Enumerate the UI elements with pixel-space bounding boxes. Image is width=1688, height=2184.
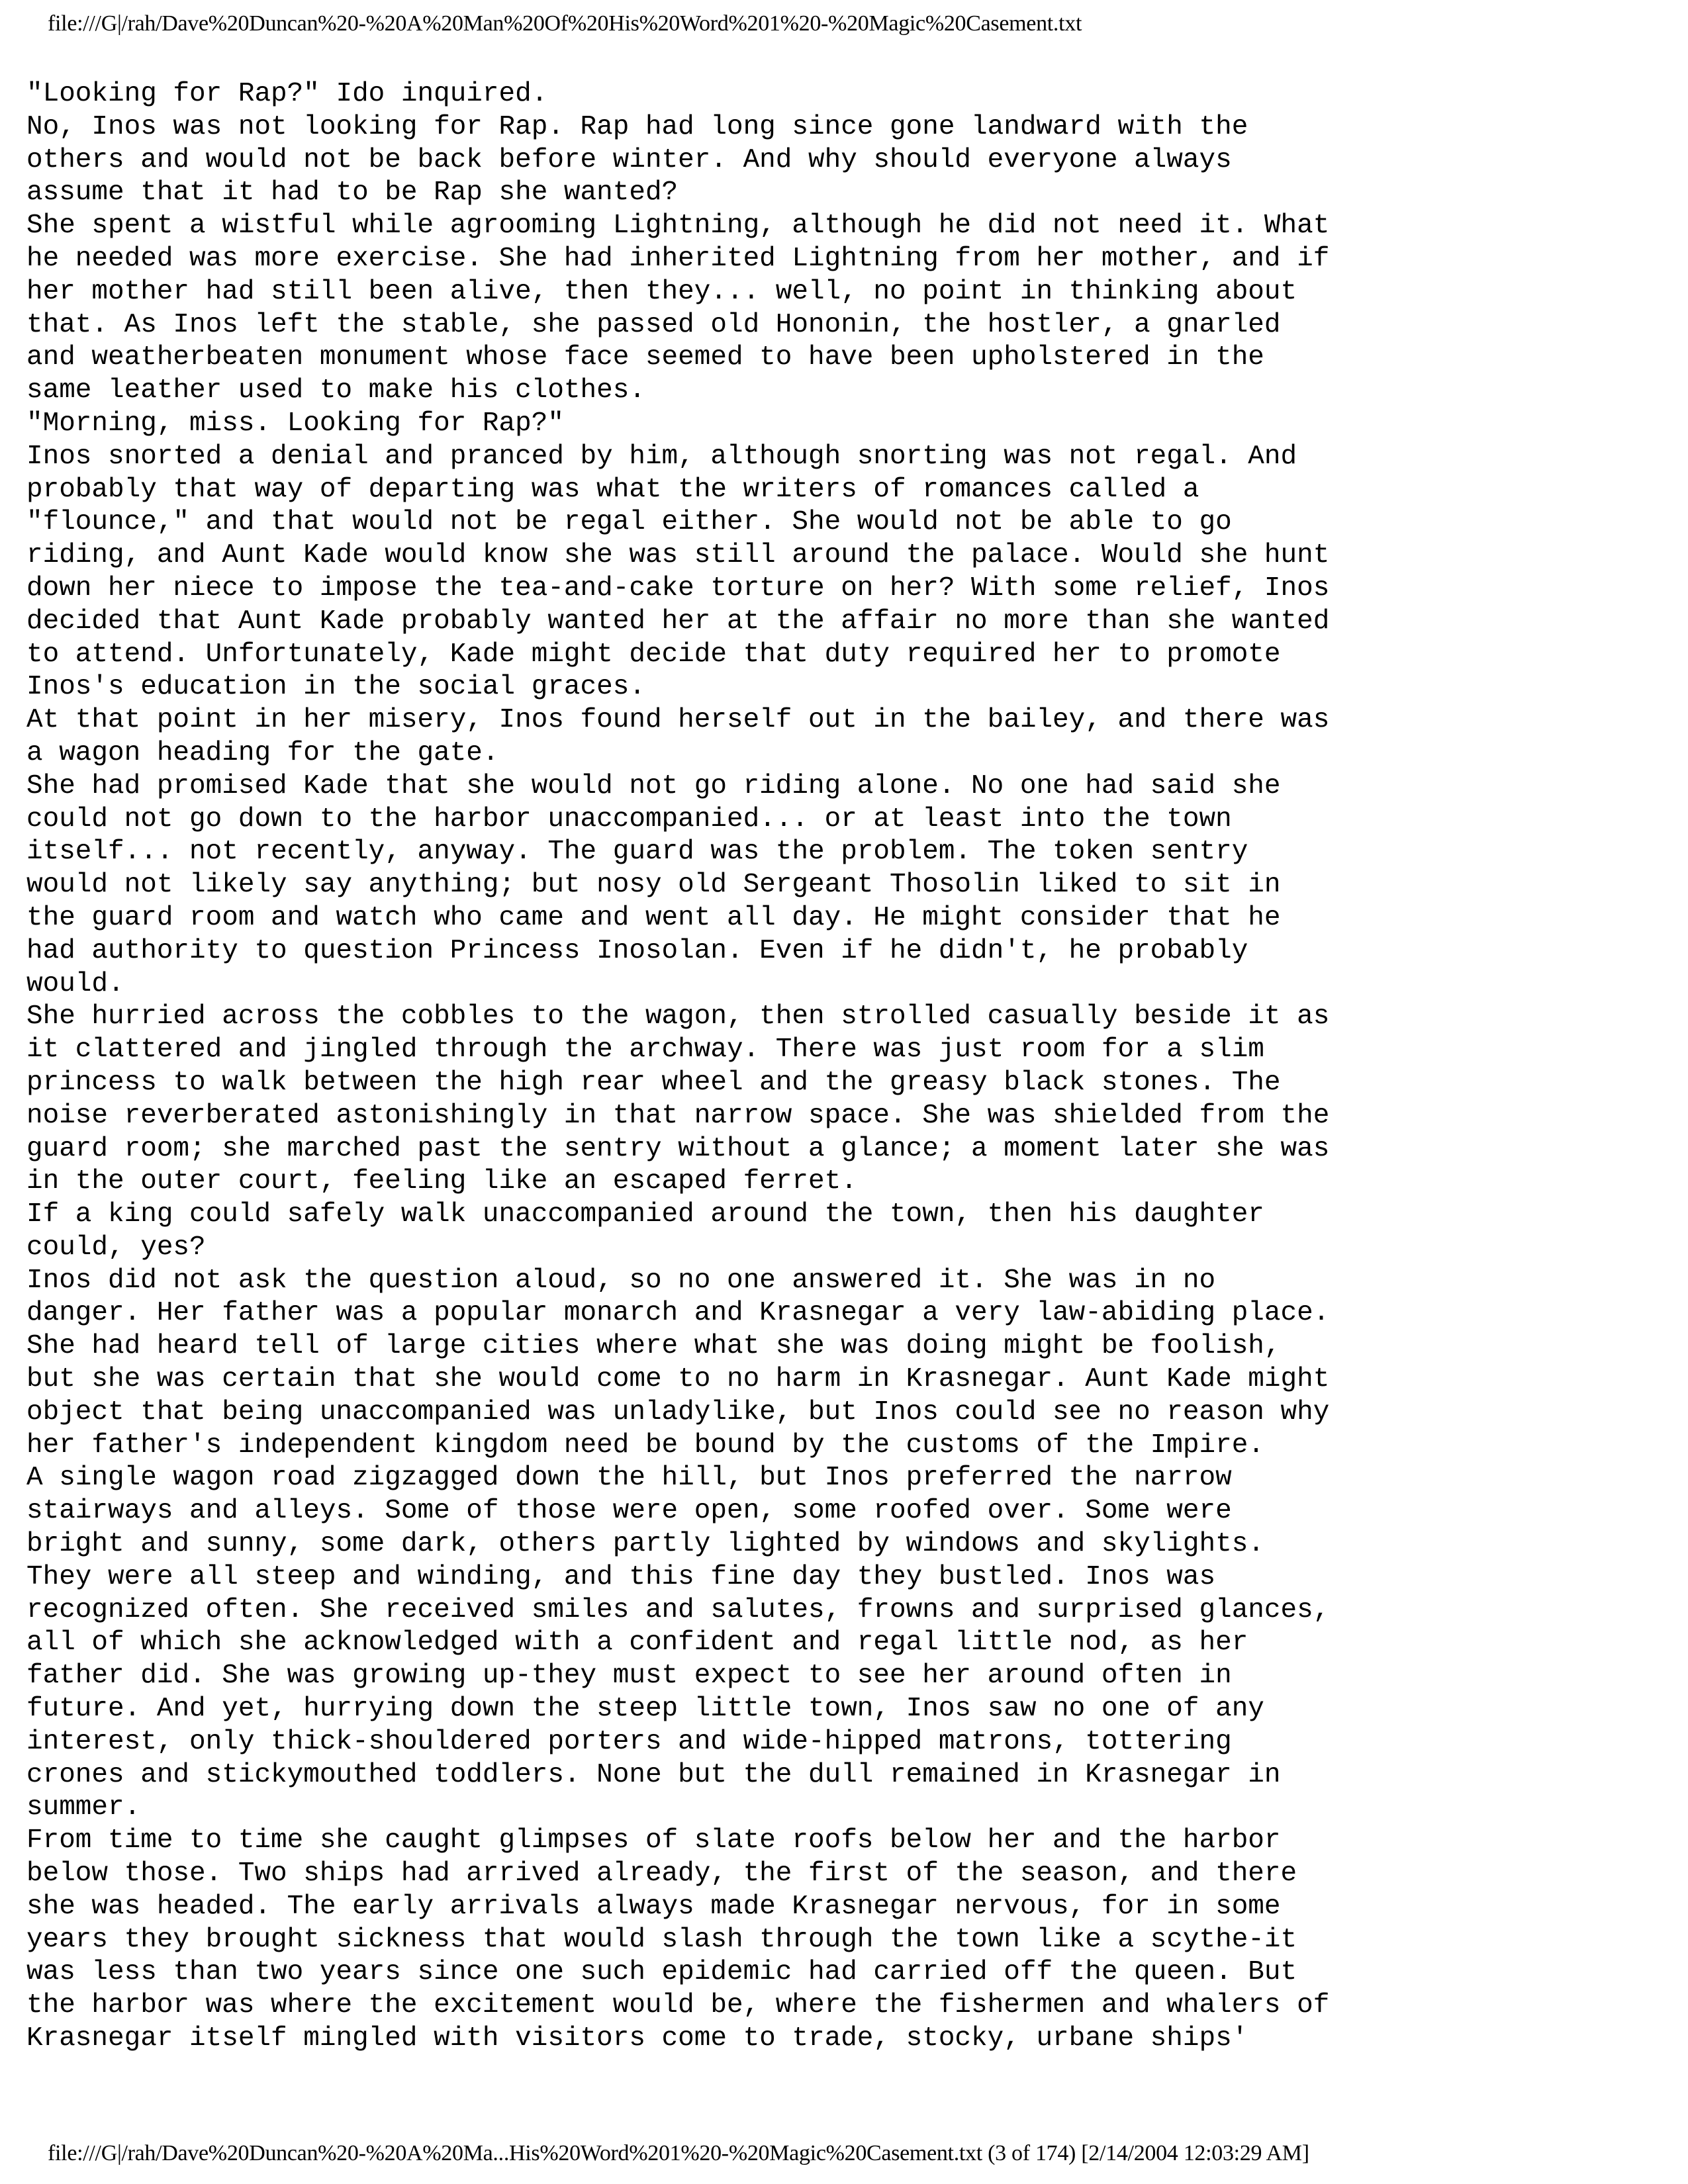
text-line: years they brought sickness that would slash through the town like a scythe-it (26, 1924, 1297, 1955)
text-line: noise reverberated astonishingly in that narrow space. She was shielded from the (26, 1100, 1330, 1131)
text-line: Inos snorted a denial and pranced by him, although snorting was not regal. And (26, 441, 1297, 472)
text-line: could not go down to the harbor unaccompanied... or at least into the town (26, 803, 1232, 835)
text-line: a wagon heading for the gate. (26, 737, 499, 768)
text-line: her father's independent kingdom need be bound by the customs of the Impire. (26, 1430, 1264, 1461)
text-line: father did. She was growing up-they must expect to see her around often in (26, 1661, 1232, 1692)
text-line: and weatherbeaten monument whose face seemed to have been upholstered in the (26, 342, 1264, 373)
text-line: riding, and Aunt Kade would know she was still around the palace. Would she hunt (26, 540, 1330, 571)
text-line: stairways and alleys. Some of those were open, some roofed over. Some were (26, 1496, 1232, 1527)
text-line: If a king could safely walk unaccompanied around the town, then his daughter (26, 1199, 1264, 1230)
text-line: "flounce," and that would not be regal either. She would not be able to go (26, 507, 1232, 538)
text-line: Krasnegar itself mingled with visitors come to trade, stocky, urbane ships' (26, 2023, 1248, 2054)
text-line: down her niece to impose the tea-and-cake torture on her? With some relief, Inos (26, 572, 1330, 604)
footer-timestamp: [2/14/2004 12:03:29 AM] (1081, 2141, 1309, 2165)
text-line: Inos did not ask the question aloud, so no one answered it. She was in no (26, 1265, 1216, 1296)
text-line: "Morning, miss. Looking for Rap?" (26, 408, 564, 439)
text-line: it clattered and jingled through the archway. There was just room for a slim (26, 1034, 1264, 1066)
text-line: could, yes? (26, 1232, 206, 1263)
text-line: assume that it had to be Rap she wanted? (26, 177, 679, 208)
text-line: They were all steep and winding, and this fine day they bustled. Inos was (26, 1561, 1216, 1592)
text-line: all of which she acknowledged with a confident and regal little nod, as her (26, 1627, 1248, 1659)
text-line: danger. Her father was a popular monarch and Krasnegar a very law-abiding place. (26, 1298, 1330, 1329)
text-line: the guard room and watch who came and went all day. He might consider that he (26, 902, 1281, 933)
text-line: she was headed. The early arrivals always made Krasnegar nervous, for in some (26, 1891, 1281, 1922)
text-line: No, Inos was not looking for Rap. Rap had long since gone landward with the (26, 111, 1248, 142)
document-text (26, 78, 1668, 2056)
text-line: that. As Inos left the stable, she passed old Hononin, the hostler, a gnarled (26, 309, 1281, 340)
text-line: others and would not be back before winter. And why should everyone always (26, 144, 1232, 175)
text-line: would not likely say anything; but nosy old Sergeant Thosolin liked to sit in (26, 870, 1281, 901)
text-line: "Looking for Rap?" Ido inquired. (26, 79, 548, 109)
text-line: princess to walk between the high rear wheel and the greasy black stones. The (26, 1067, 1281, 1098)
footer-file-path: file:///G|/rah/Dave%20Duncan%20-%20A%20Ma...His%20Word%201%20-%20Magic%20Casement.txt (48, 2141, 982, 2165)
text-line: summer. (26, 1792, 141, 1823)
text-line: he needed was more exercise. She had inherited Lightning from her mother, and if (26, 243, 1330, 274)
text-line: her mother had still been alive, then they... well, no point in thinking about (26, 276, 1297, 307)
text-line: had authority to question Princess Inosolan. Even if he didn't, he probably (26, 935, 1248, 966)
text-line: She hurried across the cobbles to the wagon, then strolled casually beside it as (26, 1001, 1330, 1032)
text-line: decided that Aunt Kade probably wanted her at the affair no more than she wanted (26, 606, 1330, 637)
text-line: bright and sunny, some dark, others partly lighted by windows and skylights. (26, 1529, 1264, 1560)
text-line: She had heard tell of large cities where what she was doing might be foolish, (26, 1331, 1281, 1362)
text-line: same leather used to make his clothes. (26, 375, 645, 406)
text-line: future. And yet, hurrying down the steep little town, Inos saw no one of any (26, 1694, 1264, 1725)
text-line: crones and stickymouthed toddlers. None but the dull remained in Krasnegar in (26, 1759, 1281, 1790)
text-line: interest, only thick-shouldered porters and wide-hipped matrons, tottering (26, 1726, 1232, 1757)
text-line: below those. Two ships had arrived already, the first of the season, and there (26, 1858, 1297, 1889)
footer (48, 2139, 1309, 2168)
text-line: but she was certain that she would come to no harm in Krasnegar. Aunt Kade might (26, 1364, 1330, 1395)
text-line: Inos's education in the social graces. (26, 672, 645, 703)
text-line: A single wagon road zigzagged down the hill, but Inos preferred the narrow (26, 1463, 1232, 1494)
header-file-path: file:///G|/rah/Dave%20Duncan%20-%20A%20Man%20Of%20His%20Word%201%20-%20Magic%20Casement.txt (48, 11, 1082, 36)
text-line: probably that way of departing was what the writers of romances called a (26, 474, 1199, 505)
text-line: in the outer court, feeling like an escaped ferret. (26, 1166, 857, 1197)
text-line: guard room; she marched past the sentry without a glance; a moment later she was (26, 1133, 1330, 1164)
text-line: She spent a wistful while agrooming Lightning, although he did not need it. What (26, 210, 1330, 242)
text-line: itself... not recently, anyway. The guard was the problem. The token sentry (26, 837, 1248, 868)
text-line: From time to time she caught glimpses of slate roofs below her and the harbor (26, 1825, 1281, 1856)
text-line: the harbor was where the excitement would be, where the fishermen and whalers of (26, 1990, 1330, 2021)
text-line: would. (26, 968, 124, 999)
text-line: She had promised Kade that she would not go riding alone. No one had said she (26, 770, 1281, 801)
text-line: was less than two years since one such epidemic had carried off the queen. But (26, 1957, 1297, 1988)
footer-page-count: (3 of 174) (988, 2141, 1076, 2165)
text-line: to attend. Unfortunately, Kade might decide that duty required her to promote (26, 639, 1281, 670)
text-line: recognized often. She received smiles and salutes, frowns and surprised glances, (26, 1594, 1330, 1625)
text-line: object that being unaccompanied was unladylike, but Inos could see no reason why (26, 1396, 1330, 1428)
text-line: At that point in her misery, Inos found herself out in the bailey, and there was (26, 705, 1330, 736)
